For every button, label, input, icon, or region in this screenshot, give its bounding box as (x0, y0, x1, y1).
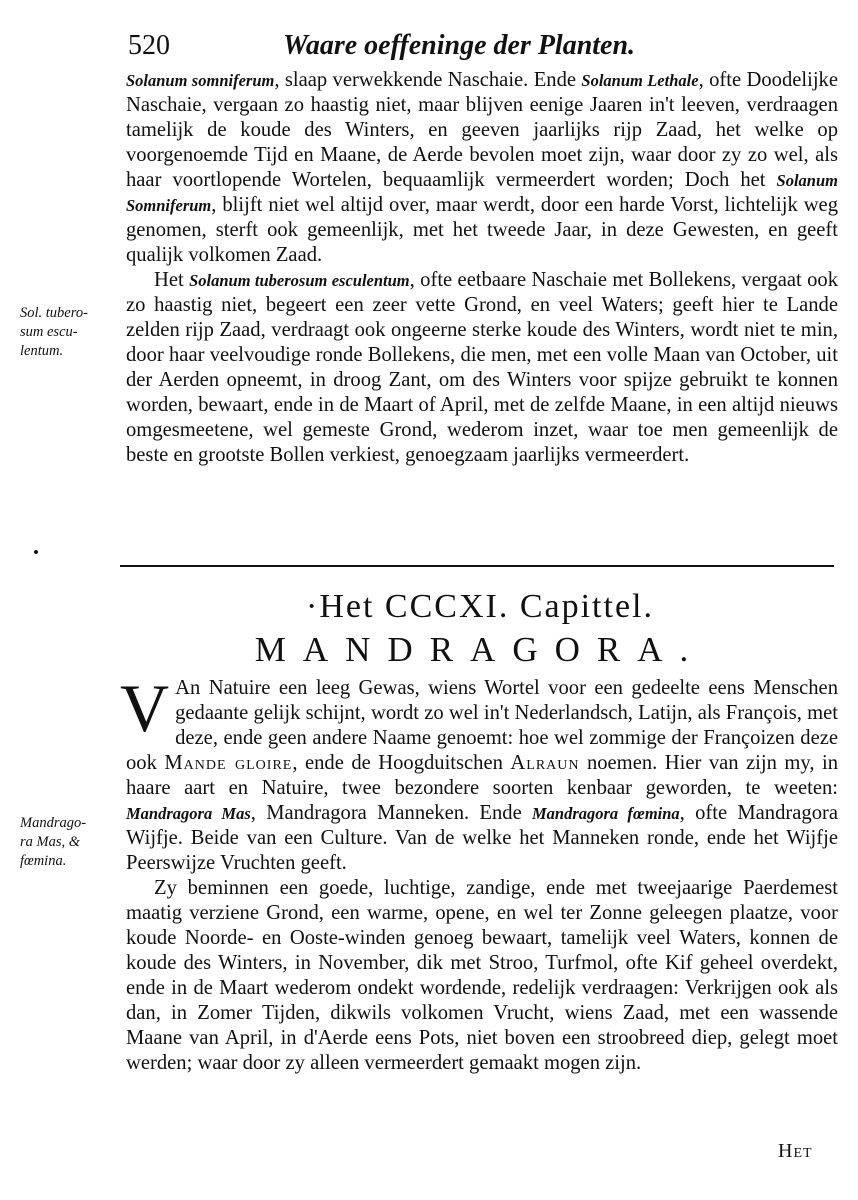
latin-term: Solanum tuberosum esculentum (189, 271, 410, 290)
paragraph-text: , ende de Hoogduitschen (292, 752, 511, 774)
paragraph-solanum-somniferum (126, 68, 838, 268)
latin-term: Mandragora Mas (126, 804, 251, 823)
paragraph-text: An Natuire een leeg Gewas, wiens Wortel voor een gedeelte eens Menschen gedaante gelijk schijnt, wordt zo wel in't Nederlandsch, Latijn, als François, met deze, ende geen andere Naame genoemt: hoe wel zommige der Françoizen deze ook (126, 677, 838, 774)
paragraph-text: Het (154, 269, 190, 291)
running-title: Waare oeffeninge der Planten. (283, 30, 636, 61)
paragraph-mandragora-culture: Zy beminnen een goede, luchtige, zandige, ende met tweejaarige Paerdemest maatig verziene Grond, een warme, opene, en wel ter Zonne geleegen plaatze, voor koude Noorde- en Ooste-winden genoeg bewaart, tamelijk veel Waters, konnen de koude des Winters, in November, dik met Stroo, Turfmol, ofte Kif geheel overdekt, ende in de Maart wederom ondekt wordende, redelijk verdraagen: Verkrijgen ook als dan, in Zomer Tijden, dikwils volkomen Vrucht, wiens Zaad, met een wassende Maane van April, in d'Aerde eens Pots, niet boven een stroobreed diep, gelegt moet werden; waar door zy alleen vermeerdert gemaakt mogen zijn. (126, 877, 838, 1074)
paragraph-mandragora-intro (120, 670, 838, 876)
margin-note-line: fœmina. (20, 853, 67, 869)
catchword: Het (778, 1140, 813, 1162)
paragraph-text: , ofte Doodelijke Naschaie, vergaan zo haastig niet, maar blijven eenige Jaaren in't leeven, verdraagen tamelijk de koude des Winters, en geeven jaarlijks rijp Zaad, het welke op voorgenoemde Tijd en Maane, de Aerde bevolen moet zijn, waar door zy zo wel, als haar voortlopende Wortelen, bequaamlijk vermeerdert worden; Doch het (126, 69, 838, 191)
paragraph-text: , ofte Mandragora Wijfje. Beide van een Culture. Van de welke het Manneken ronde, ende het Wijfje Peerswijze Vruchten geeft. (126, 802, 838, 874)
plant-heading: MANDRAGORA. (254, 630, 706, 669)
chapter-heading: ·Het CCCXI. Capittel. (306, 588, 654, 625)
latin-term: Solanum Lethale (581, 71, 699, 90)
small-caps-term: Alraun (510, 752, 580, 774)
paragraph-text: , Mandragora Manneken. Ende (250, 802, 532, 824)
margin-note-line: Sol. tubero- (20, 305, 88, 321)
latin-term: Solanum somniferum (126, 71, 275, 90)
margin-note-line: lentum. (20, 343, 64, 359)
latin-term: Mandragora fœmina (531, 804, 680, 823)
latin-term: Solanum Somniferum (126, 171, 838, 215)
page-number: 520 (128, 30, 170, 61)
section-mandragora (120, 670, 838, 1076)
paragraph-solanum-tuberosum (126, 268, 838, 468)
paragraph-text: , slaap verwekkende Naschaie. Ende (274, 69, 582, 91)
page-header (128, 30, 688, 70)
margin-note-mandragora (20, 814, 120, 871)
drop-cap: V (120, 670, 170, 746)
section-solanum (126, 68, 838, 468)
margin-note-line: Mandrago- (20, 815, 87, 831)
margin-note-line: ra Mas, & (20, 834, 81, 850)
margin-note-line: sum escu- (20, 324, 78, 340)
margin-dot (34, 550, 38, 554)
small-caps-term: Mande gloire (164, 752, 293, 774)
paragraph-text: noemen. Hier van zijn my, in haare aart en Natuire, twee bezondere soorten kenbaar geworden, te weeten: (126, 752, 838, 799)
paragraph-text: , blijft niet wel altijd over, maar werdt, door een harde Vorst, lichtelijk weg genomen, sterft ook gemeenlijk, met het tweede Jaar, in deze Gewesten, en geeft qualijk volkomen Zaad. (126, 194, 838, 266)
margin-note-solanum-tuberosum (20, 304, 120, 361)
section-divider-rule (120, 565, 834, 567)
paragraph-text: , ofte eetbaare Naschaie met Bollekens, vergaat ook zo haastig niet, begeert een zeer vette Grond, en veel Waters; geeft hier te Lande zelden rijp Zaad, verdraagt ook ongeerne sterke koude des Winters, wordt niet te min, door haar veelvoudige ronde Bollekens, die men, met een volle Maan van October, uit der Aerden opneemt, in droog Zant, om des Winters voor spijze gebruikt te konnen worden, bewaart, ende in de Maart of April, met de zelfde Maane, in een altijd nieuws omgesmeetene, wel gemeste Grond, wederom inzet, waar toe men gemeenlijk de beste en grootste Bollen verkiest, genoegzaam jaarlijks vermeerdert. (126, 269, 838, 466)
